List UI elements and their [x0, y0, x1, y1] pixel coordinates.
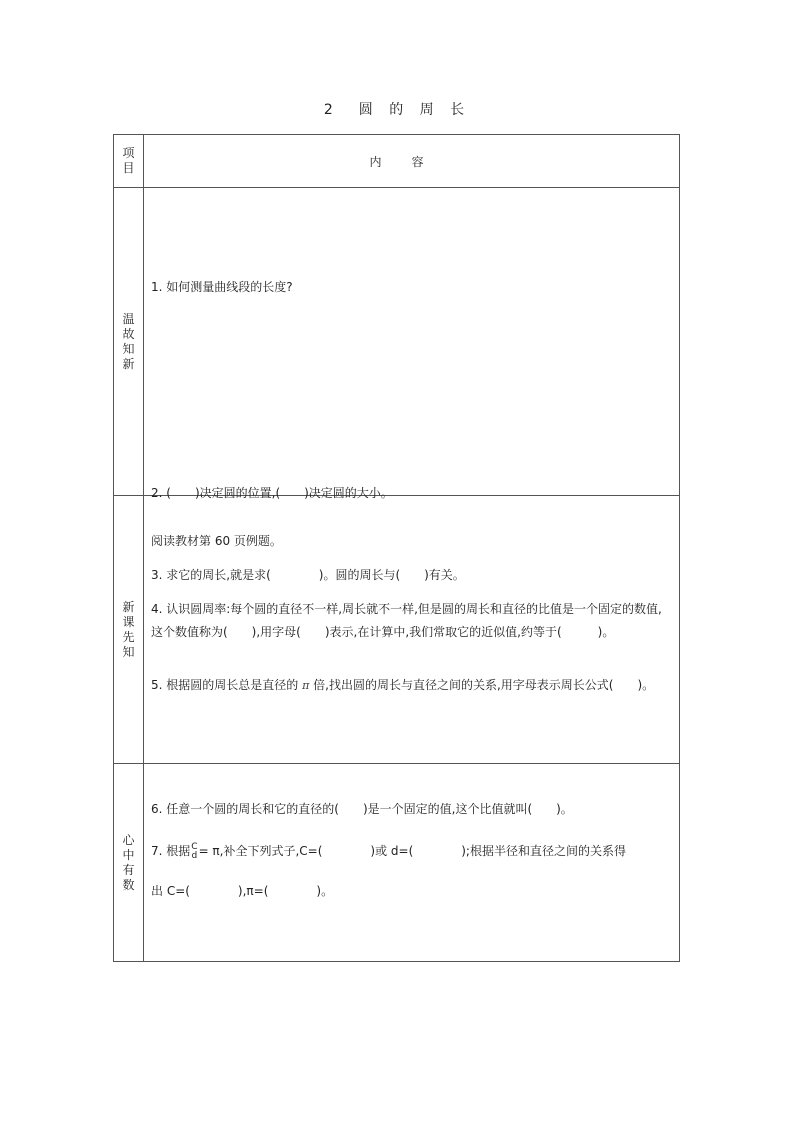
section-preview-row: [114, 496, 680, 764]
question-4: 4. 认识圆周率:每个圆的直径不一样,周长就不一样,但是圆的周长和直径的比值是一个固定的数值,这个数值称为( ),用字母( )表示,在计算中,我们常取它的近似值,约等于( )。: [151, 602, 662, 639]
header-content-label: 内容: [144, 135, 680, 188]
section-summary-row: [114, 764, 680, 962]
fraction-denominator: d: [191, 850, 198, 861]
section-preview-label-cell: [114, 496, 144, 764]
question-5-part-a: 5. 根据圆的周长总是直径的: [151, 678, 299, 692]
section-review-label-cell: [114, 188, 144, 496]
section-review-label: 温故知新: [122, 311, 135, 371]
question-2: 2. ( )决定圆的位置,( )决定圆的大小。: [151, 486, 393, 500]
question-7-continued: 出 C=( ),π=( )。: [151, 884, 334, 898]
question-5: [151, 674, 671, 697]
question-7: [151, 840, 671, 862]
question-7-part-a: 7. 根据: [151, 844, 191, 858]
question-3: 3. 求它的周长,就是求( )。圆的周长与( )有关。: [151, 568, 465, 582]
header-item-label: 项目: [122, 146, 135, 175]
page-title: 2 圆 的 周 长: [323, 102, 471, 118]
section-review-content: [144, 188, 680, 500]
header-item-cell: [114, 135, 144, 188]
reading-instruction: 阅读教材第 60 页例题。: [151, 534, 282, 548]
section-summary-label: 心中有数: [122, 832, 135, 892]
section-review-row: [114, 188, 680, 496]
pi-symbol: π: [302, 679, 310, 692]
section-preview-content: [144, 496, 680, 764]
section-summary-content: [144, 764, 680, 962]
question-5-part-b: 倍,找出圆的周长与直径之间的关系,用字母表示周长公式( )。: [313, 678, 655, 692]
question-6: 6. 任意一个圆的周长和它的直径的( )是一个固定的值,这个比值就叫( )。: [151, 802, 573, 816]
section-summary-label-cell: [114, 764, 144, 962]
table-header-row: [114, 135, 680, 188]
section-preview-label: 新课先知: [122, 599, 135, 659]
question-7-part-b: = π,补全下列式子,C=( )或 d=( );根据半径和直径之间的关系得: [198, 844, 626, 858]
c-over-d-fraction: [191, 843, 197, 861]
fraction-numerator: C: [191, 841, 198, 852]
worksheet-table: [113, 134, 680, 962]
question-1: 1. 如何测量曲线段的长度?: [151, 280, 293, 294]
